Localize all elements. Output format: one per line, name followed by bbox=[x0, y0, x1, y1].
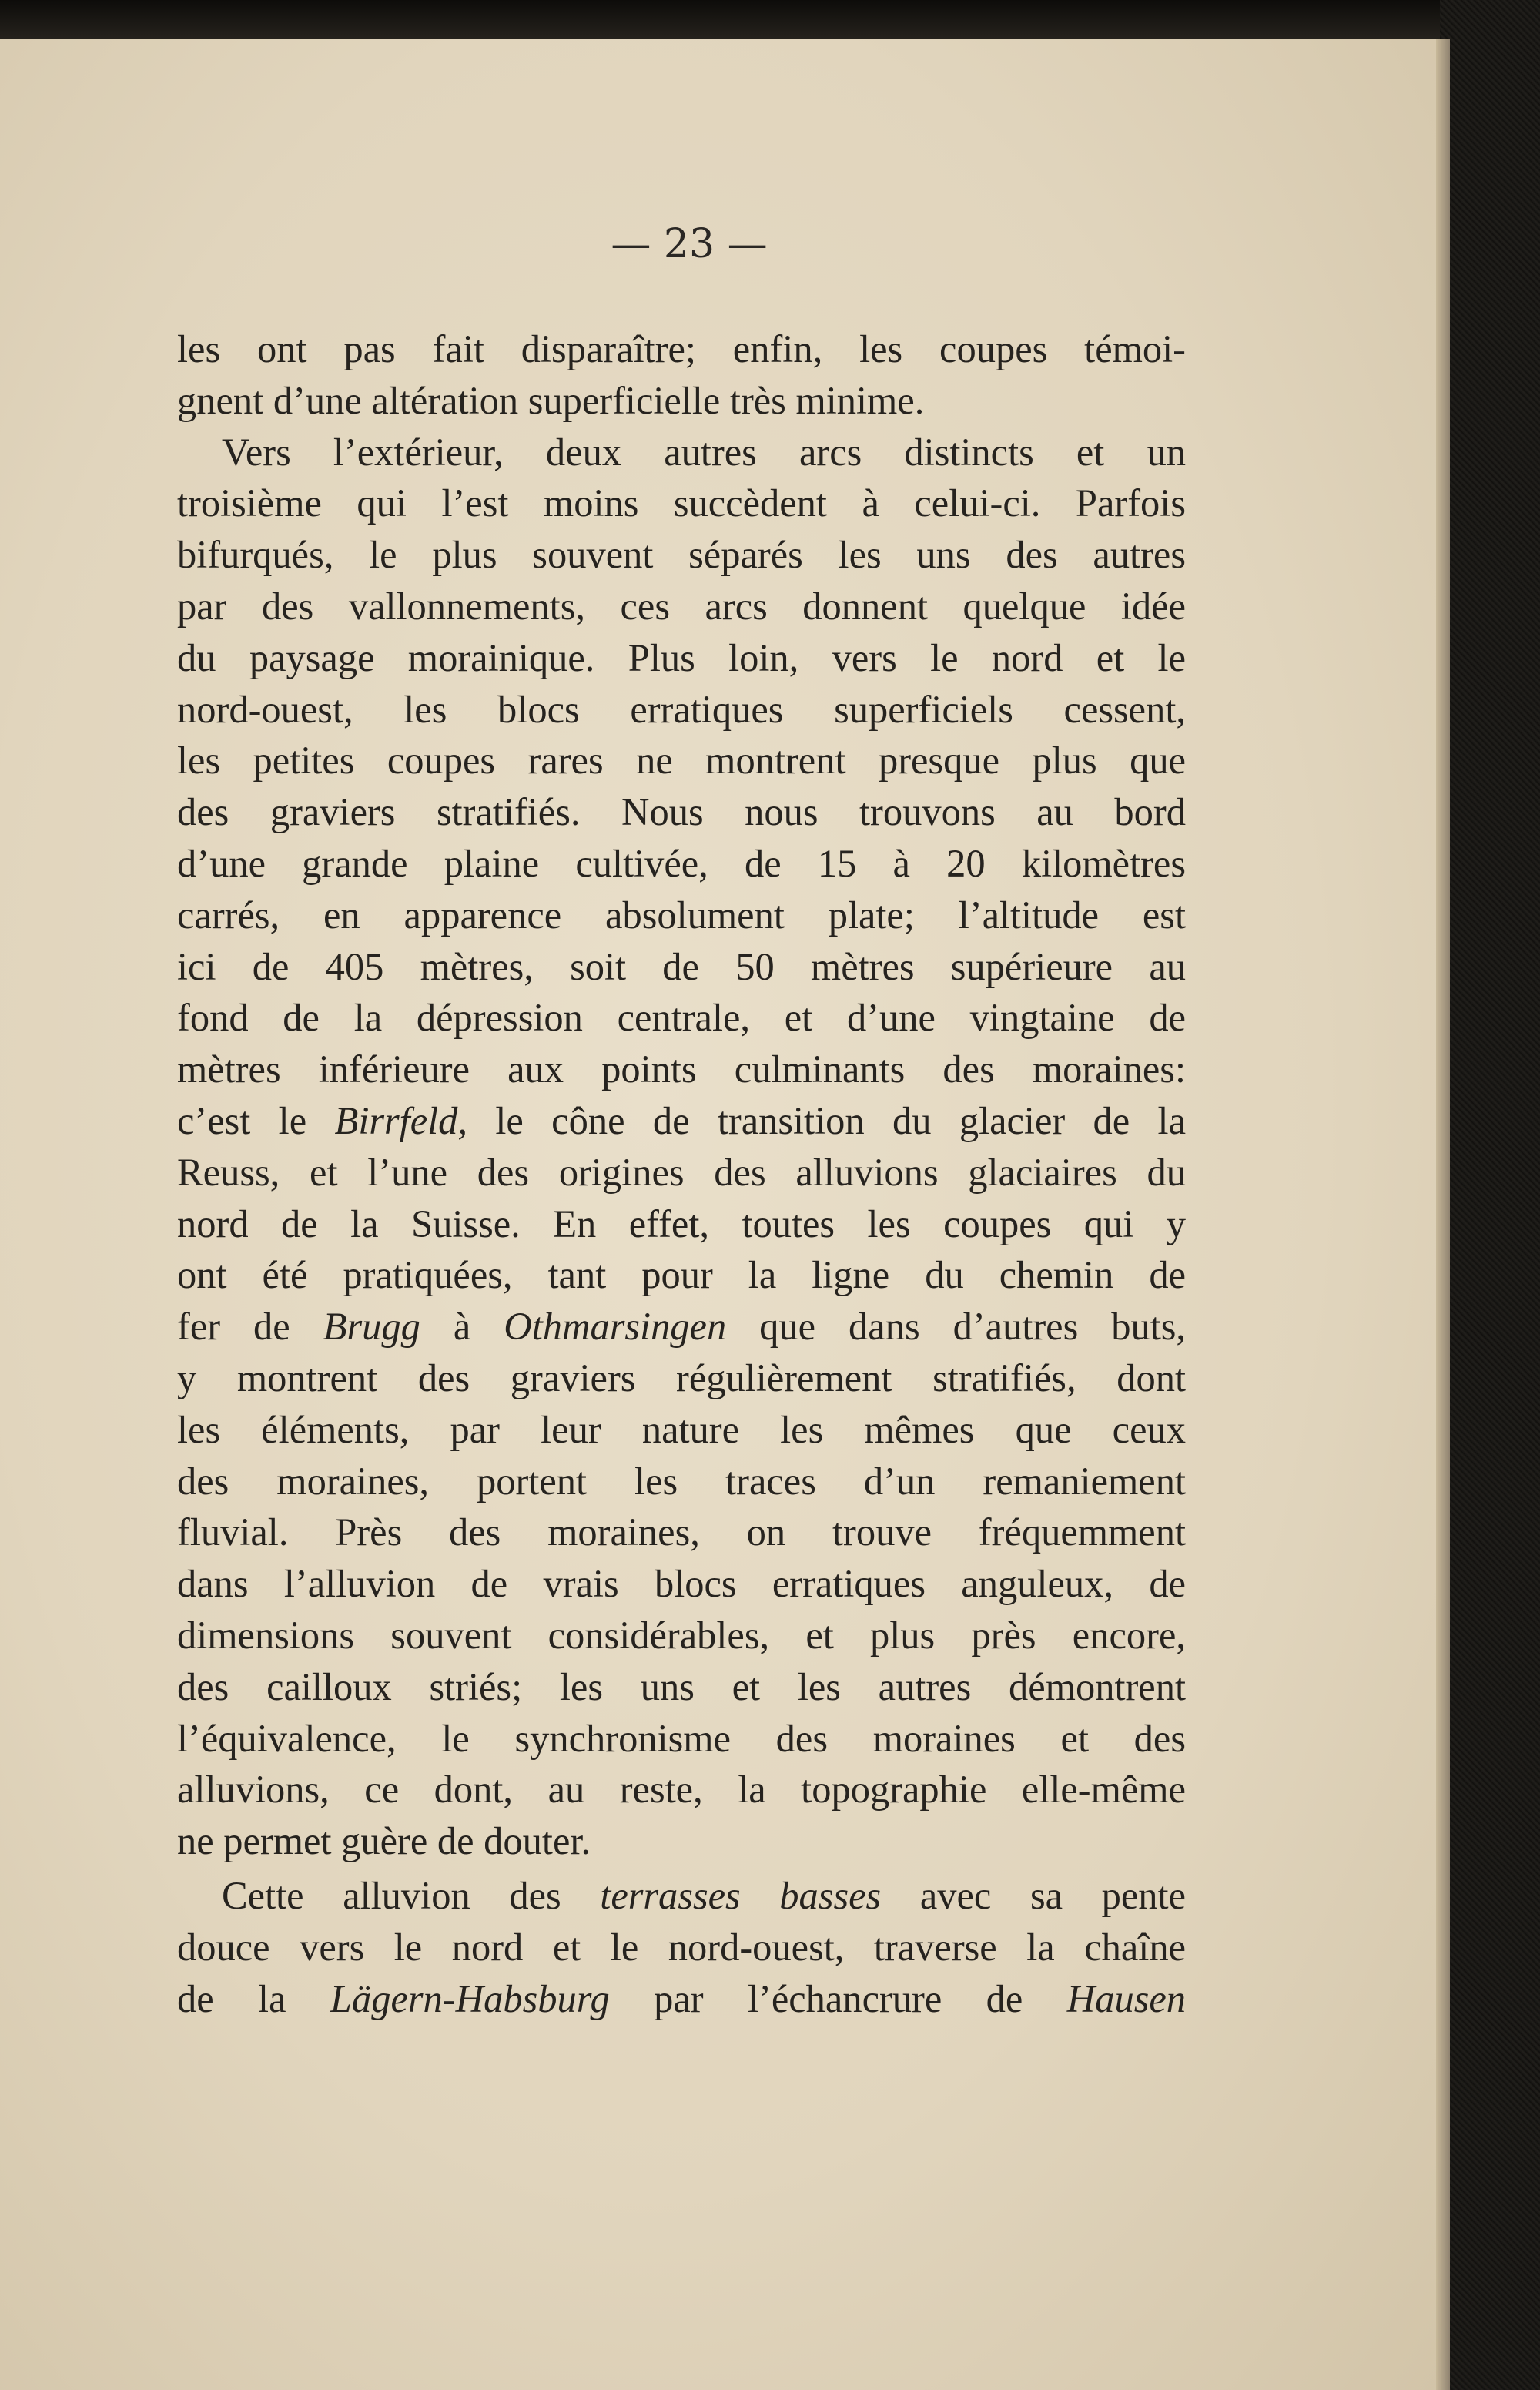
book-binding bbox=[1440, 0, 1540, 2390]
place-name-birrfeld: Birrfeld, bbox=[334, 1098, 468, 1142]
text-line: fond de la dépression centrale, et d’une vingtaine de bbox=[177, 996, 1186, 1040]
place-name-lagern-habsburg: Lägern-Habsburg bbox=[330, 1976, 610, 2020]
place-name-brugg: Brugg bbox=[323, 1305, 420, 1349]
text-line: alluvions, ce dont, au reste, la topographie elle-même bbox=[177, 1768, 1186, 1812]
term-terrasses-basses: terrasses basses bbox=[600, 1873, 882, 1917]
text-line: mètres inférieure aux points culminants des moraines: bbox=[177, 1048, 1186, 1091]
text-line: les ont pas fait disparaître; enfin, les coupes témoi- bbox=[177, 327, 1186, 370]
text-line: gnent d’une altération superficielle très minime. bbox=[177, 378, 925, 422]
text-line: y montrent des graviers régulièrement stratifiés, dont bbox=[177, 1356, 1186, 1399]
text-line: des cailloux striés; les uns et les autres démontrent bbox=[177, 1664, 1186, 1708]
text-line: les petites coupes rares ne montrent presque plus que bbox=[177, 739, 1186, 783]
text-line: l’équivalence, le synchronisme des moraines et des bbox=[177, 1716, 1186, 1760]
text-line: ont été pratiquées, tant pour la ligne du chemin de bbox=[177, 1253, 1186, 1297]
text-line: nord-ouest, les blocs erratiques superficiels cessent, bbox=[177, 687, 1186, 731]
text-line: nord de la Suisse. En effet, toutes les coupes qui y bbox=[177, 1202, 1186, 1245]
text-line: bifurqués, le plus souvent séparés les uns des autres bbox=[177, 533, 1186, 577]
text-line-with-term: Cette alluvion des terrasses basses avec sa pente bbox=[222, 1873, 1187, 1917]
text-line-with-place-names: de la Lägern-Habsburg par l’échancrure de Hausen bbox=[177, 1976, 1187, 2020]
text-line: troisième qui l’est moins succèdent à celui-ci. Parfois bbox=[177, 481, 1186, 525]
text-line: des graviers stratifiés. Nous nous trouvons au bord bbox=[177, 790, 1186, 834]
text-line-with-place-name: c’est le Birrfeld, le cône de transition du glacier de la bbox=[177, 1098, 1186, 1142]
text-line: Reuss, et l’une des origines des alluvions glaciaires du bbox=[177, 1150, 1186, 1194]
page-number: — 23 — bbox=[611, 221, 768, 267]
place-name-othmarsingen: Othmarsingen bbox=[504, 1305, 727, 1349]
page-edge-shadow bbox=[1436, 39, 1450, 2390]
text-line: fluvial. Près des moraines, on trouve fréquemment bbox=[177, 1510, 1186, 1554]
text-line: douce vers le nord et le nord-ouest, traverse la chaîne bbox=[177, 1925, 1186, 1969]
text-line: les éléments, par leur nature les mêmes que ceux bbox=[177, 1407, 1186, 1451]
text-line: d’une grande plaine cultivée, de 15 à 20 kilomètres bbox=[177, 841, 1186, 885]
text-line: du paysage morainique. Plus loin, vers le nord et le bbox=[177, 635, 1186, 679]
body-text bbox=[177, 323, 1186, 2024]
text-line: dimensions souvent considérables, et plus près encore, bbox=[177, 1613, 1186, 1657]
text-line: par des vallonnements, ces arcs donnent quelque idée bbox=[177, 584, 1186, 628]
text-line: des moraines, portent les traces d’un remaniement bbox=[177, 1459, 1186, 1503]
text-line: Vers l’extérieur, deux autres arcs distincts et un bbox=[222, 430, 1186, 474]
text-line: carrés, en apparence absolument plate; l’altitude est bbox=[177, 893, 1186, 937]
text-line: dans l’alluvion de vrais blocs erratiques anguleux, de bbox=[177, 1562, 1186, 1606]
text-line: ne permet guère de douter. bbox=[177, 1819, 591, 1863]
text-line-with-place-names: fer de Brugg à Othmarsingen que dans d’autres buts, bbox=[177, 1305, 1186, 1349]
text-line: ici de 405 mètres, soit de 50 mètres supérieure au bbox=[177, 944, 1186, 988]
place-name-hausen: Hausen bbox=[1066, 1976, 1187, 2020]
